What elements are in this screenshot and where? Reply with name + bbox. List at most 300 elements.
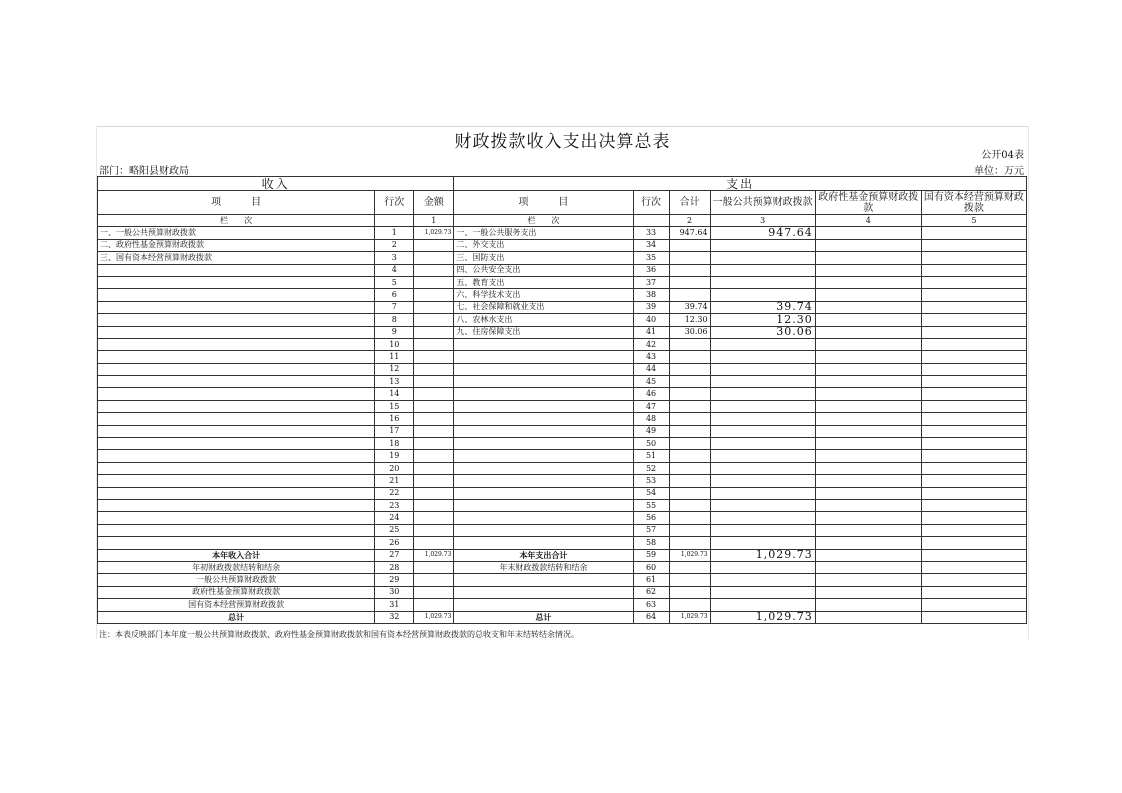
expense-general-budget [710, 363, 815, 375]
expense-state-capital [921, 239, 1026, 251]
general-budget-header: 一般公共预算财政拨款 [710, 191, 815, 215]
grand-expense-label: 总计 [454, 611, 633, 623]
table-row [98, 462, 1027, 474]
expense-total [669, 462, 710, 474]
expense-state-capital [921, 438, 1026, 450]
sub-capital-ex-line-no: 63 [633, 599, 669, 611]
cell [710, 574, 815, 586]
expense-item [454, 413, 633, 425]
expense-state-capital [921, 537, 1026, 549]
expense-line-no: 52 [633, 462, 669, 474]
expense-general-budget [710, 252, 815, 264]
income-item [98, 276, 375, 288]
income-item [98, 499, 375, 511]
sub-fund-ex-item [454, 586, 633, 598]
expense-line-no: 50 [633, 438, 669, 450]
department-label: 部门：略阳县财政局 [99, 166, 189, 177]
expense-general-budget [710, 289, 815, 301]
income-amount [414, 438, 454, 450]
expense-state-capital [921, 338, 1026, 350]
expense-fund-budget [815, 450, 921, 462]
income-item: 一、一般公共预算财政拨款 [98, 227, 375, 239]
income-item [98, 475, 375, 487]
expense-item [454, 438, 633, 450]
income-line-no: 23 [375, 499, 414, 511]
grand-expense-fund [815, 611, 921, 623]
sub-capital-amount [414, 599, 454, 611]
expense-general-budget: 39.74 [710, 301, 815, 313]
grand-income-line-no: 32 [375, 611, 414, 623]
table-row [98, 450, 1027, 462]
income-amount [414, 363, 454, 375]
table-row [98, 276, 1027, 288]
begin-balance-line-no: 28 [375, 561, 414, 573]
expense-fund-budget [815, 289, 921, 301]
expense-total [669, 537, 710, 549]
begin-balance-amount [414, 561, 454, 573]
expense-total [669, 239, 710, 251]
expense-state-capital [921, 252, 1026, 264]
expense-general-budget: 30.06 [710, 326, 815, 338]
expense-general-budget: 947.64 [710, 227, 815, 239]
end-balance-line-no: 60 [633, 561, 669, 573]
expense-fund-budget [815, 537, 921, 549]
income-line-no: 6 [375, 289, 414, 301]
income-line-no: 24 [375, 512, 414, 524]
expense-state-capital [921, 227, 1026, 239]
column-number-row [98, 215, 1027, 227]
income-line-no: 15 [375, 400, 414, 412]
expense-state-capital [921, 289, 1026, 301]
income-item: 二、政府性基金预算财政拨款 [98, 239, 375, 251]
expense-general-budget [710, 425, 815, 437]
income-item [98, 264, 375, 276]
table-row [98, 314, 1027, 326]
income-line-no: 11 [375, 351, 414, 363]
unit-label: 单位：万元 [974, 166, 1024, 177]
expense-state-capital [921, 276, 1026, 288]
income-line-no: 21 [375, 475, 414, 487]
column-number-4: 4 [815, 215, 921, 227]
income-amount [414, 376, 454, 388]
expense-item [454, 363, 633, 375]
expense-line-no: 48 [633, 413, 669, 425]
budget-table [97, 176, 1027, 624]
income-item: 三、国有资本经营预算财政拨款 [98, 252, 375, 264]
expense-state-capital [921, 499, 1026, 511]
expense-fund-budget [815, 438, 921, 450]
income-total-label: 本年收入合计 [98, 549, 375, 561]
grand-expense-general: 1,029.73 [710, 611, 815, 623]
expense-fund-budget [815, 326, 921, 338]
cell [669, 586, 710, 598]
income-amount [414, 450, 454, 462]
cell [710, 586, 815, 598]
expense-line-no: 36 [633, 264, 669, 276]
income-line-no: 3 [375, 252, 414, 264]
expense-general-budget [710, 487, 815, 499]
table-row [98, 351, 1027, 363]
expense-fund-budget [815, 252, 921, 264]
table-row [98, 487, 1027, 499]
cell [669, 574, 710, 586]
income-total-line-no: 27 [375, 549, 414, 561]
expense-state-capital [921, 388, 1026, 400]
table-row [98, 264, 1027, 276]
sub-balance-row [98, 586, 1027, 598]
expense-fund-budget [815, 413, 921, 425]
expense-line-no: 38 [633, 289, 669, 301]
expense-state-capital [921, 524, 1026, 536]
income-line-no: 13 [375, 376, 414, 388]
expense-fund-budget [815, 351, 921, 363]
cell [815, 586, 921, 598]
expense-total [669, 289, 710, 301]
expense-line-no: 37 [633, 276, 669, 288]
income-item [98, 537, 375, 549]
cell [921, 586, 1026, 598]
expense-line-no: 43 [633, 351, 669, 363]
report-sheet [96, 126, 1029, 639]
expense-item [454, 351, 633, 363]
table-row [98, 499, 1027, 511]
cell [815, 574, 921, 586]
income-line-no: 7 [375, 301, 414, 313]
expense-general-budget [710, 351, 815, 363]
expense-total [669, 252, 710, 264]
table-row [98, 239, 1027, 251]
sub-general-ex-line-no: 61 [633, 574, 669, 586]
income-amount [414, 338, 454, 350]
sub-capital-line-no: 31 [375, 599, 414, 611]
income-line-no: 2 [375, 239, 414, 251]
income-amount [414, 276, 454, 288]
expense-total [669, 264, 710, 276]
expense-line-no: 35 [633, 252, 669, 264]
income-amount [414, 301, 454, 313]
expense-line-no: 47 [633, 400, 669, 412]
table-row [98, 524, 1027, 536]
expense-line-no: 53 [633, 475, 669, 487]
income-line-no: 25 [375, 524, 414, 536]
income-item [98, 326, 375, 338]
cell [815, 599, 921, 611]
expense-general-budget [710, 338, 815, 350]
income-amount [414, 400, 454, 412]
sub-general-line-no: 29 [375, 574, 414, 586]
expense-general-budget [710, 376, 815, 388]
column-number-5: 5 [921, 215, 1026, 227]
cell [921, 599, 1026, 611]
expense-item: 二、外交支出 [454, 239, 633, 251]
table-row [98, 376, 1027, 388]
expense-item [454, 400, 633, 412]
expense-item [454, 487, 633, 499]
income-column-blank [375, 215, 414, 227]
expense-line-no: 57 [633, 524, 669, 536]
end-balance-fund [815, 561, 921, 573]
expense-line-no: 39 [633, 301, 669, 313]
expense-total: 12.30 [669, 314, 710, 326]
income-amount [414, 425, 454, 437]
expense-fund-budget [815, 363, 921, 375]
income-line-no: 22 [375, 487, 414, 499]
expense-section-header: 支出 [454, 177, 1027, 191]
expense-item: 五、教育支出 [454, 276, 633, 288]
end-balance-total [669, 561, 710, 573]
income-column-label: 栏 次 [98, 215, 375, 227]
expense-total [669, 475, 710, 487]
expense-item [454, 450, 633, 462]
income-item [98, 450, 375, 462]
expense-state-capital [921, 425, 1026, 437]
income-line-no: 12 [375, 363, 414, 375]
income-amount [414, 524, 454, 536]
income-amount [414, 537, 454, 549]
expense-total [669, 363, 710, 375]
expense-line-no: 46 [633, 388, 669, 400]
income-item [98, 438, 375, 450]
expense-item [454, 537, 633, 549]
table-row [98, 413, 1027, 425]
sub-general-amount [414, 574, 454, 586]
expense-line-no: 55 [633, 499, 669, 511]
expense-total [669, 425, 710, 437]
sub-fund-ex-line-no: 62 [633, 586, 669, 598]
expense-state-capital [921, 376, 1026, 388]
income-line-no: 9 [375, 326, 414, 338]
expense-total-general: 1,029.73 [710, 549, 815, 561]
income-amount [414, 351, 454, 363]
income-item [98, 376, 375, 388]
income-line-no: 17 [375, 425, 414, 437]
income-section-header: 收入 [98, 177, 454, 191]
income-amount [414, 314, 454, 326]
expense-total [669, 276, 710, 288]
expense-line-no: 44 [633, 363, 669, 375]
expense-line-no-header: 行次 [633, 191, 669, 215]
income-line-no: 5 [375, 276, 414, 288]
table-row [98, 326, 1027, 338]
expense-line-no: 33 [633, 227, 669, 239]
expense-total [669, 512, 710, 524]
column-number-3: 3 [710, 215, 815, 227]
expense-line-no: 49 [633, 425, 669, 437]
begin-balance-label: 年初财政拨款结转和结余 [98, 561, 375, 573]
expense-fund-budget [815, 462, 921, 474]
expense-fund-budget [815, 388, 921, 400]
expense-state-capital [921, 462, 1026, 474]
expense-total [669, 388, 710, 400]
expense-total [669, 376, 710, 388]
expense-total [669, 450, 710, 462]
income-line-no-header: 行次 [375, 191, 414, 215]
income-line-no: 16 [375, 413, 414, 425]
expense-state-capital [921, 326, 1026, 338]
expense-fund-budget [815, 314, 921, 326]
cell [669, 599, 710, 611]
table-row [98, 388, 1027, 400]
end-balance-capital [921, 561, 1026, 573]
income-line-no: 14 [375, 388, 414, 400]
income-item [98, 363, 375, 375]
income-item [98, 512, 375, 524]
expense-fund-budget [815, 264, 921, 276]
expense-total-sum: 1,029.73 [669, 549, 710, 561]
sub-capital-ex-item [454, 599, 633, 611]
table-row [98, 400, 1027, 412]
column-header-row [98, 191, 1027, 215]
income-item [98, 301, 375, 313]
expense-total [669, 351, 710, 363]
expense-general-budget [710, 475, 815, 487]
expense-line-no: 45 [633, 376, 669, 388]
income-amount [414, 289, 454, 301]
sub-fund-line-no: 30 [375, 586, 414, 598]
grand-expense-capital [921, 611, 1026, 623]
expense-fund-budget [815, 301, 921, 313]
expense-line-no: 34 [633, 239, 669, 251]
expense-column-label: 栏 次 [454, 215, 633, 227]
expense-state-capital [921, 264, 1026, 276]
income-amount [414, 413, 454, 425]
expense-line-no: 54 [633, 487, 669, 499]
expense-general-budget [710, 388, 815, 400]
expense-fund-budget [815, 524, 921, 536]
sub-general-label: 一般公共预算财政拨款 [98, 574, 375, 586]
expense-general-budget: 12.30 [710, 314, 815, 326]
year-total-row [98, 549, 1027, 561]
expense-item: 一、一般公共服务支出 [454, 227, 633, 239]
expense-general-budget [710, 264, 815, 276]
expense-total: 947.64 [669, 227, 710, 239]
expense-fund-budget [815, 338, 921, 350]
sub-balance-row [98, 599, 1027, 611]
expense-total [669, 438, 710, 450]
expense-general-budget [710, 438, 815, 450]
expense-fund-budget [815, 239, 921, 251]
expense-general-budget [710, 450, 815, 462]
expense-total: 30.06 [669, 326, 710, 338]
state-capital-header: 国有资本经营预算财政拨款 [921, 191, 1026, 215]
expense-item [454, 376, 633, 388]
expense-total [669, 524, 710, 536]
expense-fund-budget [815, 276, 921, 288]
expense-total-label: 本年支出合计 [454, 549, 633, 561]
table-row [98, 537, 1027, 549]
expense-fund-budget [815, 499, 921, 511]
section-header-row [98, 177, 1027, 191]
income-item [98, 351, 375, 363]
income-line-no: 19 [375, 450, 414, 462]
expense-fund-budget [815, 227, 921, 239]
expense-item: 九、住房保障支出 [454, 326, 633, 338]
expense-fund-budget [815, 475, 921, 487]
expense-total [669, 499, 710, 511]
income-item [98, 400, 375, 412]
income-amount [414, 499, 454, 511]
income-line-no: 18 [375, 438, 414, 450]
expense-item [454, 462, 633, 474]
expense-item [454, 499, 633, 511]
expense-item [454, 524, 633, 536]
income-item [98, 314, 375, 326]
table-row [98, 438, 1027, 450]
table-row [98, 289, 1027, 301]
expense-general-budget [710, 400, 815, 412]
income-item [98, 289, 375, 301]
income-item [98, 462, 375, 474]
income-line-no: 1 [375, 227, 414, 239]
grand-income-amount: 1,029.73 [414, 611, 454, 623]
expense-total [669, 400, 710, 412]
form-number: 公开04表 [981, 150, 1024, 161]
income-line-no: 26 [375, 537, 414, 549]
balance-row [98, 561, 1027, 573]
expense-general-budget [710, 537, 815, 549]
income-amount [414, 475, 454, 487]
expense-line-no: 58 [633, 537, 669, 549]
income-line-no: 20 [375, 462, 414, 474]
sub-capital-label: 国有资本经营预算财政拨款 [98, 599, 375, 611]
report-title: 财政拨款收入支出决算总表 [454, 132, 671, 152]
grand-expense-line-no: 64 [633, 611, 669, 623]
expense-state-capital [921, 475, 1026, 487]
income-amount [414, 252, 454, 264]
income-item [98, 524, 375, 536]
expense-general-budget [710, 413, 815, 425]
expense-total-header: 合计 [669, 191, 710, 215]
income-line-no: 4 [375, 264, 414, 276]
income-amount [414, 512, 454, 524]
income-amount [414, 239, 454, 251]
expense-item [454, 425, 633, 437]
table-row [98, 363, 1027, 375]
expense-total-capital [921, 549, 1026, 561]
expense-column-blank [633, 215, 669, 227]
table-row [98, 475, 1027, 487]
expense-item: 四、公共安全支出 [454, 264, 633, 276]
table-row [98, 425, 1027, 437]
end-balance-general [710, 561, 815, 573]
expense-state-capital [921, 301, 1026, 313]
expense-item: 六、科学技术支出 [454, 289, 633, 301]
expense-item [454, 512, 633, 524]
expense-fund-budget [815, 512, 921, 524]
income-amount: 1,029.73 [414, 227, 454, 239]
table-row [98, 227, 1027, 239]
expense-total-fund [815, 549, 921, 561]
income-line-no: 8 [375, 314, 414, 326]
income-amount [414, 264, 454, 276]
expense-general-budget [710, 499, 815, 511]
expense-general-budget [710, 524, 815, 536]
expense-state-capital [921, 351, 1026, 363]
income-item [98, 425, 375, 437]
expense-general-budget [710, 462, 815, 474]
expense-item: 七、社会保障和就业支出 [454, 301, 633, 313]
expense-general-budget [710, 239, 815, 251]
expense-item: 三、国防支出 [454, 252, 633, 264]
income-amount [414, 388, 454, 400]
income-amount [414, 487, 454, 499]
grand-expense-sum: 1,029.73 [669, 611, 710, 623]
expense-fund-budget [815, 487, 921, 499]
sub-fund-amount [414, 586, 454, 598]
fund-budget-header: 政府性基金预算财政拨款 [815, 191, 921, 215]
table-row [98, 252, 1027, 264]
sub-balance-row [98, 574, 1027, 586]
